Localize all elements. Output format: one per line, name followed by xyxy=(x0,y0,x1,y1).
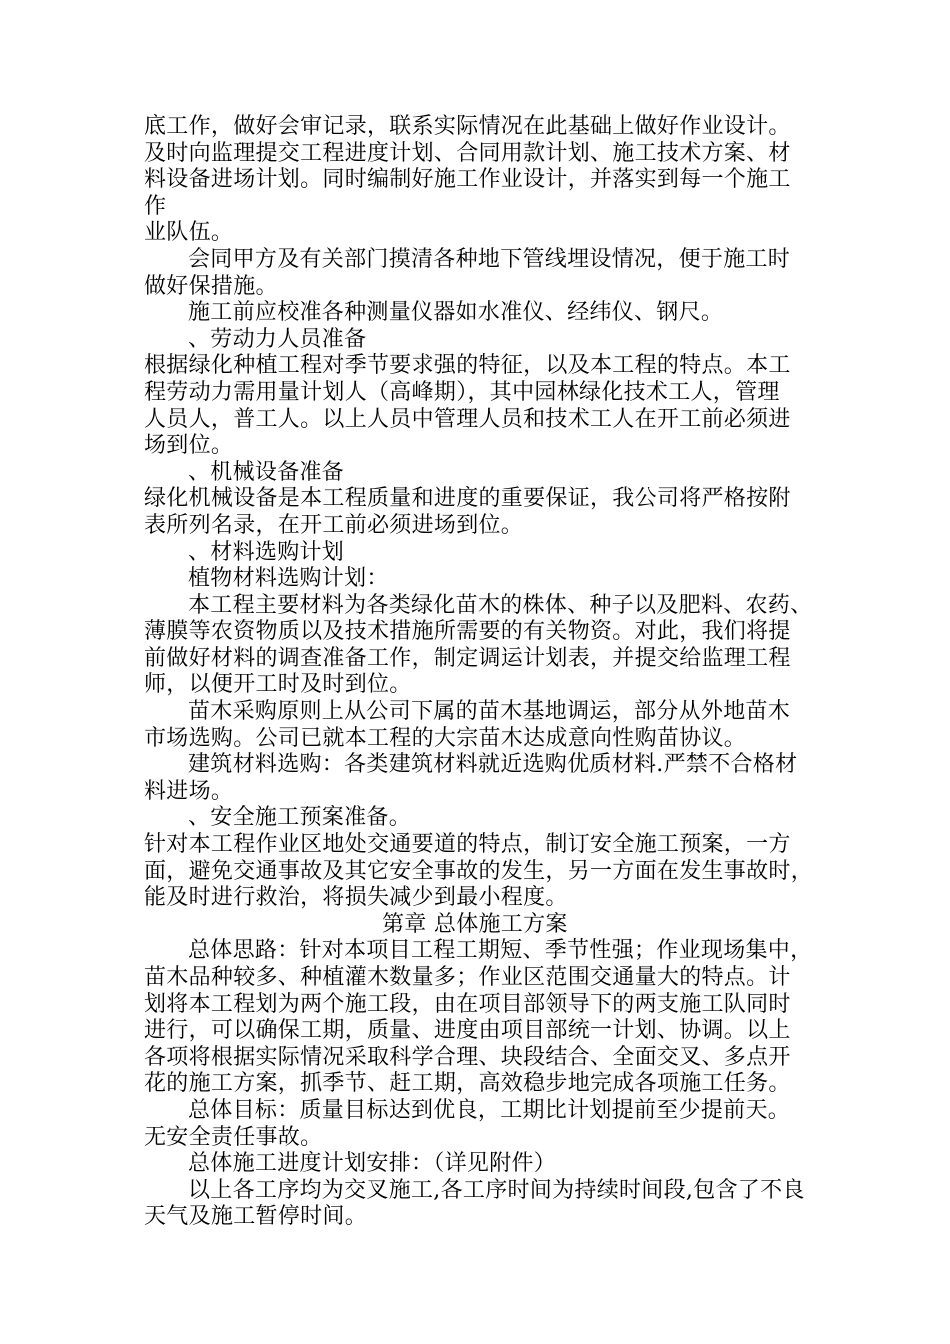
text-line: 作 xyxy=(144,193,167,219)
text-line: 料进场。 xyxy=(144,778,234,804)
text-line: 建筑材料选购：各类建筑材料就近选购优质材料.严禁不合格材 xyxy=(188,752,798,778)
text-line: 植物材料选购计划： xyxy=(188,566,389,592)
chapter-heading: 第章 总体施工方案 xyxy=(382,911,568,937)
text-line: 料设备进场计划。同时编制好施工作业设计，并落实到每一个施工 xyxy=(144,167,791,193)
text-line: 薄膜等农资物质以及技术措施所需要的有关物资。对此，我们将提 xyxy=(144,619,791,645)
text-line: 能及时进行救治，将损失减少到最小程度。 xyxy=(144,885,568,911)
section-heading: 、劳动力人员准备 xyxy=(188,326,367,352)
text-line: 底工作，做好会审记录，联系实际情况在此基础上做好作业设计。 xyxy=(144,114,791,139)
text-line: 花的施工方案，抓季节、赶工期，高效稳步地完成各项施工任务。 xyxy=(144,1071,791,1097)
text-line: 根据绿化种植工程对季节要求强的特征，以及本工程的特点。本工 xyxy=(144,353,791,379)
text-line: 师，以便开工时及时到位。 xyxy=(144,672,412,698)
text-line: 绿化机械设备是本工程质量和进度的重要保证，我公司将严格按附 xyxy=(144,486,791,512)
text-line: 天气及施工暂停时间。 xyxy=(144,1204,368,1230)
text-line: 针对本工程作业区地处交通要道的特点，制订安全施工预案，一方 xyxy=(144,832,791,858)
text-line: 无安全责任事故。 xyxy=(144,1124,323,1150)
text-line: 总体目标：质量目标达到优良，工期比计划提前至少提前天。 xyxy=(188,1097,791,1123)
text-line: 业队伍。 xyxy=(144,220,234,246)
text-line: 进行，可以确保工期，质量、进度由项目部统一计划、协调。以上 xyxy=(144,1018,791,1044)
document-body xyxy=(144,114,824,1231)
text-line: 前做好材料的调查准备工作，制定调运计划表，并提交给监理工程 xyxy=(144,645,791,671)
text-line: 人员人，普工人。以上人员中管理人员和技术工人在开工前必须进 xyxy=(144,406,791,432)
text-line: 面，避免交通事故及其它安全事故的发生，另一方面在发生事故时， xyxy=(144,858,814,884)
text-line: 苗木品种较多、种植灌木数量多；作业区范围交通量大的特点。计 xyxy=(144,965,791,990)
text-line: 施工前应校准各种测量仪器如水准仪、经纬仪、钢尺。 xyxy=(188,300,724,326)
text-line: 划将本工程划为两个施工段，由在项目部领导下的两支施工队同时 xyxy=(144,991,791,1017)
section-heading: 、机械设备准备 xyxy=(188,459,345,485)
text-line: 会同甲方及有关部门摸清各种地下管线埋设情况，便于施工时 xyxy=(188,246,791,272)
text-line: 总体思路：针对本项目工程工期短、季节性强；作业现场集中， xyxy=(188,938,813,964)
text-line: 及时向监理提交工程进度计划、合同用款计划、施工技术方案、材 xyxy=(144,140,791,166)
text-line: 以上各工序均为交叉施工,各工序时间为持续时间段,包含了不良 xyxy=(188,1177,805,1203)
text-line: 程劳动力需用量计划人（高峰期），其中园林绿化技术工人，管理 xyxy=(144,379,780,405)
text-line: 做好保措施。 xyxy=(144,273,278,299)
text-line: 场到位。 xyxy=(144,433,234,459)
text-line: 总体施工进度计划安排：（详见附件） xyxy=(188,1151,557,1177)
text-line: 市场选购。公司已就本工程的大宗苗木达成意向性购苗协议。 xyxy=(144,725,747,751)
section-heading: 、材料选购计划 xyxy=(188,539,345,565)
text-line: 苗木采购原则上从公司下属的苗木基地调运，部分从外地苗木 xyxy=(188,699,791,725)
text-line: 表所列名录，在开工前必须进场到位。 xyxy=(144,512,524,538)
text-line: 各项将根据实际情况采取科学合理、块段结合、全面交叉、多点开 xyxy=(144,1044,791,1070)
text-line: 本工程主要材料为各类绿化苗木的株体、种子以及肥料、农药、 xyxy=(188,592,813,618)
section-heading: 、安全施工预案准备。 xyxy=(188,805,412,831)
